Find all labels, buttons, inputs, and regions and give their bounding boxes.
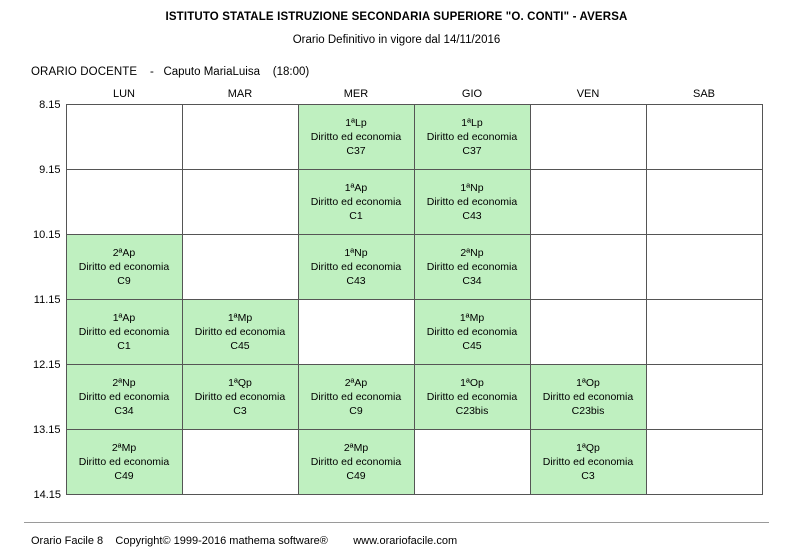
slot-room: C45 <box>462 340 482 352</box>
timetable-header-row <box>31 84 762 105</box>
slot-room: C37 <box>462 145 482 157</box>
slot-mar-5[interactable] <box>182 365 298 430</box>
slot-subject: Diritto ed economia <box>542 456 634 468</box>
slot-subject: Diritto ed economia <box>194 326 286 338</box>
slot-room: C9 <box>117 275 131 287</box>
slot-class: 1ªQp <box>576 442 600 454</box>
slot-class: 2ªNp <box>112 377 136 389</box>
school-title: ISTITUTO STATALE ISTRUZIONE SECONDARIA SUPERIORE "O. CONTI" - AVERSA <box>165 11 628 23</box>
slot-mar-2[interactable] <box>182 170 298 235</box>
teacher-label: ORARIO DOCENTE <box>31 66 138 78</box>
slot-gio-4[interactable] <box>414 300 530 365</box>
footer-product: Orario Facile 8 <box>31 535 104 547</box>
slot-sab-2[interactable] <box>646 170 762 235</box>
slot-ven-5[interactable] <box>530 365 646 430</box>
slot-subject: Diritto ed economia <box>78 456 170 468</box>
final-time-row <box>31 495 762 507</box>
slot-room: C45 <box>230 340 250 352</box>
slot-ven-6[interactable] <box>530 430 646 495</box>
teacher-line <box>31 66 793 78</box>
slot-sab-5[interactable] <box>646 365 762 430</box>
slot-class: 1ªLp <box>461 117 483 129</box>
document-header <box>0 0 793 46</box>
slot-room: C43 <box>462 210 482 222</box>
slot-class: 2ªMp <box>343 442 369 454</box>
teacher-hours: (18:00) <box>272 66 310 78</box>
slot-room: C43 <box>346 275 366 287</box>
slot-gio-6[interactable] <box>414 430 530 495</box>
day-header-gio: GIO <box>461 88 483 100</box>
time-label-cell <box>31 98 66 170</box>
slot-room: C34 <box>462 275 482 287</box>
slot-lun-1[interactable] <box>66 105 182 170</box>
time-label: 12.15 <box>32 358 61 371</box>
day-header-lun: LUN <box>112 88 135 100</box>
slot-class: 1ªOp <box>576 377 600 389</box>
slot-mer-4[interactable] <box>298 300 414 365</box>
time-label: 13.15 <box>32 423 61 436</box>
slot-subject: Diritto ed economia <box>542 391 634 403</box>
slot-room: C1 <box>117 340 131 352</box>
slot-mar-4[interactable] <box>182 300 298 365</box>
slot-gio-1[interactable] <box>414 105 530 170</box>
slot-class: 2ªNp <box>460 247 484 259</box>
slot-mer-5[interactable] <box>298 365 414 430</box>
slot-class: 1ªMp <box>227 312 253 324</box>
day-header-mar: MAR <box>227 88 253 100</box>
slot-mer-6[interactable] <box>298 430 414 495</box>
footer-website[interactable]: www.orariofacile.com <box>353 535 458 547</box>
document-subtitle: Orario Definitivo in vigore dal 14/11/2016 <box>292 34 501 46</box>
slot-class: 1ªNp <box>344 247 368 259</box>
slot-ven-4[interactable] <box>530 300 646 365</box>
slot-room: C1 <box>349 210 363 222</box>
slot-room: C49 <box>114 470 134 482</box>
slot-subject: Diritto ed economia <box>426 131 518 143</box>
slot-class: 1ªOp <box>460 377 484 389</box>
slot-room: C3 <box>233 405 247 417</box>
slot-lun-3[interactable] <box>66 235 182 300</box>
slot-mer-2[interactable] <box>298 170 414 235</box>
slot-class: 1ªQp <box>228 377 252 389</box>
slot-subject: Diritto ed economia <box>310 131 402 143</box>
slot-subject: Diritto ed economia <box>310 261 402 273</box>
slot-room: C23bis <box>571 405 605 417</box>
slot-sab-6[interactable] <box>646 430 762 495</box>
table-row <box>31 300 762 365</box>
slot-class: 1ªMp <box>459 312 485 324</box>
time-label: 14.15 <box>33 488 61 501</box>
slot-subject: Diritto ed economia <box>78 326 170 338</box>
slot-gio-3[interactable] <box>414 235 530 300</box>
day-header-ven: VEN <box>576 88 600 100</box>
slot-room: C3 <box>581 470 595 482</box>
footer-copyright: Copyright© 1999-2016 mathema software® <box>115 535 328 547</box>
day-header-mer: MER <box>343 88 369 100</box>
slot-gio-2[interactable] <box>414 170 530 235</box>
time-label: 10.15 <box>32 228 61 241</box>
table-row <box>31 430 762 495</box>
slot-room: C49 <box>346 470 366 482</box>
slot-subject: Diritto ed economia <box>426 391 518 403</box>
slot-lun-2[interactable] <box>66 170 182 235</box>
slot-lun-5[interactable] <box>66 365 182 430</box>
slot-class: 2ªMp <box>111 442 137 454</box>
slot-subject: Diritto ed economia <box>426 196 518 208</box>
time-label-cell <box>31 358 66 430</box>
slot-ven-3[interactable] <box>530 235 646 300</box>
slot-ven-1[interactable] <box>530 105 646 170</box>
timetable-container <box>31 84 762 507</box>
slot-subject: Diritto ed economia <box>426 326 518 338</box>
slot-subject: Diritto ed economia <box>194 391 286 403</box>
slot-ven-2[interactable] <box>530 170 646 235</box>
slot-room: C9 <box>349 405 363 417</box>
footer-divider <box>24 522 769 523</box>
slot-sab-1[interactable] <box>646 105 762 170</box>
slot-class: 1ªAp <box>112 312 136 324</box>
slot-subject: Diritto ed economia <box>78 391 170 403</box>
slot-sab-3[interactable] <box>646 235 762 300</box>
slot-subject: Diritto ed economia <box>310 196 402 208</box>
time-label-cell <box>31 163 66 235</box>
slot-class: 1ªAp <box>344 182 368 194</box>
table-row <box>31 105 762 170</box>
time-label-cell <box>31 228 66 300</box>
slot-room: C23bis <box>455 405 489 417</box>
timetable <box>31 84 763 507</box>
slot-sab-4[interactable] <box>646 300 762 365</box>
slot-class: 2ªAp <box>344 377 368 389</box>
slot-mar-3[interactable] <box>182 235 298 300</box>
slot-subject: Diritto ed economia <box>426 261 518 273</box>
time-label: 8.15 <box>39 98 61 111</box>
slot-subject: Diritto ed economia <box>310 391 402 403</box>
table-row <box>31 235 762 300</box>
time-label-cell <box>31 488 66 507</box>
slot-mar-6[interactable] <box>182 430 298 495</box>
slot-mer-1[interactable] <box>298 105 414 170</box>
slot-mar-1[interactable] <box>182 105 298 170</box>
spacer-cell <box>66 495 762 507</box>
slot-lun-6[interactable] <box>66 430 182 495</box>
table-row <box>31 365 762 430</box>
slot-room: C37 <box>346 145 366 157</box>
slot-class: 2ªAp <box>112 247 136 259</box>
time-label: 9.15 <box>39 163 61 176</box>
slot-lun-4[interactable] <box>66 300 182 365</box>
day-header-sab: SAB <box>692 88 715 100</box>
time-label-cell <box>31 293 66 365</box>
teacher-dash: - <box>149 66 154 78</box>
slot-gio-5[interactable] <box>414 365 530 430</box>
table-row <box>31 170 762 235</box>
slot-mer-3[interactable] <box>298 235 414 300</box>
slot-class: 1ªLp <box>345 117 367 129</box>
slot-class: 1ªNp <box>460 182 484 194</box>
slot-subject: Diritto ed economia <box>78 261 170 273</box>
time-label: 11.15 <box>33 293 61 306</box>
slot-subject: Diritto ed economia <box>310 456 402 468</box>
teacher-name: Caputo MariaLuisa <box>163 66 260 78</box>
slot-room: C34 <box>114 405 134 417</box>
footer <box>31 535 457 547</box>
time-label-cell <box>31 423 66 495</box>
